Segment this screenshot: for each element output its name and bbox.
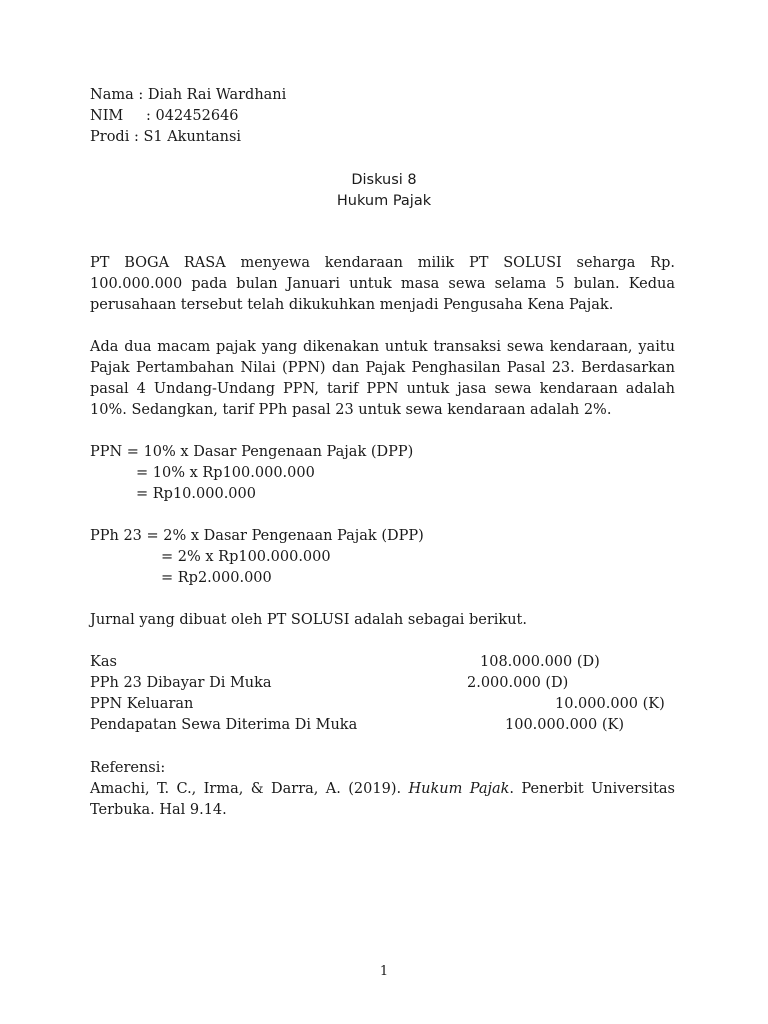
nim-value: : 042452646 — [146, 108, 239, 124]
ppn-formula: PPN = 10% x Dasar Pengenaan Pajak (DPP) — [90, 444, 414, 460]
journal-amount: 2.000.000 (D) — [467, 675, 569, 691]
reference-publisher: . Penerbit Universitas Terbuka. Hal 9.14. — [90, 781, 675, 818]
pph-result: = Rp2.000.000 — [161, 570, 272, 586]
ppn-calculation: = 10% x Rp100.000.000 — [136, 465, 315, 481]
journal-amount: 100.000.000 (K) — [505, 717, 625, 733]
page-number: 1 — [379, 964, 389, 979]
journal-account: Pendapatan Sewa Diterima Di Muka — [90, 717, 358, 733]
pph-calculation: = 2% x Rp100.000.000 — [161, 549, 331, 565]
paragraph-tax-explanation: Ada dua macam pajak yang dikenakan untuk transaksi sewa kendaraan, yaitu Pajak Pertambahan Nilai (PPN) dan Pajak Penghasilan Pasal 23. Berdasarkan pasal 4 Undang-Undang PPN, tarif PPN untuk jasa sewa kendaraan adalah 10%. Sedangkan, tarif PPh pasal 23 untuk sewa kendaraan adalah 2%. — [90, 339, 675, 418]
ppn-result: = Rp10.000.000 — [136, 486, 256, 502]
pph-formula: PPh 23 = 2% x Dasar Pengenaan Pajak (DPP) — [90, 528, 424, 544]
prodi-label: Prodi — [90, 129, 130, 145]
journal-intro: Jurnal yang dibuat oleh PT SOLUSI adalah sebagai berikut. — [90, 612, 527, 628]
journal-amount: 108.000.000 (D) — [480, 654, 600, 670]
reference-book-title: Hukum Pajak — [408, 781, 510, 797]
student-nim — [90, 106, 239, 127]
journal-account: Kas — [90, 654, 117, 670]
reference-authors: Amachi, T. C., Irma, & Darra, A. (2019). — [90, 781, 409, 797]
journal-account: PPN Keluaran — [90, 696, 194, 712]
reference-entry — [90, 779, 675, 821]
journal-account: PPh 23 Dibayar Di Muka — [90, 675, 272, 691]
page-title: Diskusi 8 — [351, 172, 417, 188]
nim-label: NIM — [90, 108, 124, 124]
page-subtitle: Hukum Pajak — [336, 193, 432, 209]
prodi-value: : S1 Akuntansi — [129, 129, 242, 145]
journal-amount: 10.000.000 (K) — [555, 696, 665, 712]
student-name: Nama : Diah Rai Wardhani — [90, 87, 287, 103]
student-prodi — [90, 127, 241, 148]
reference-heading: Referensi: — [90, 760, 166, 776]
paragraph-case: PT BOGA RASA menyewa kendaraan milik PT SOLUSI seharga Rp. 100.000.000 pada bulan Januari untuk masa sewa selama 5 bulan. Kedua perusahaan tersebut telah dikukuhkan menjadi Pengusaha Kena Pajak. — [90, 255, 675, 313]
